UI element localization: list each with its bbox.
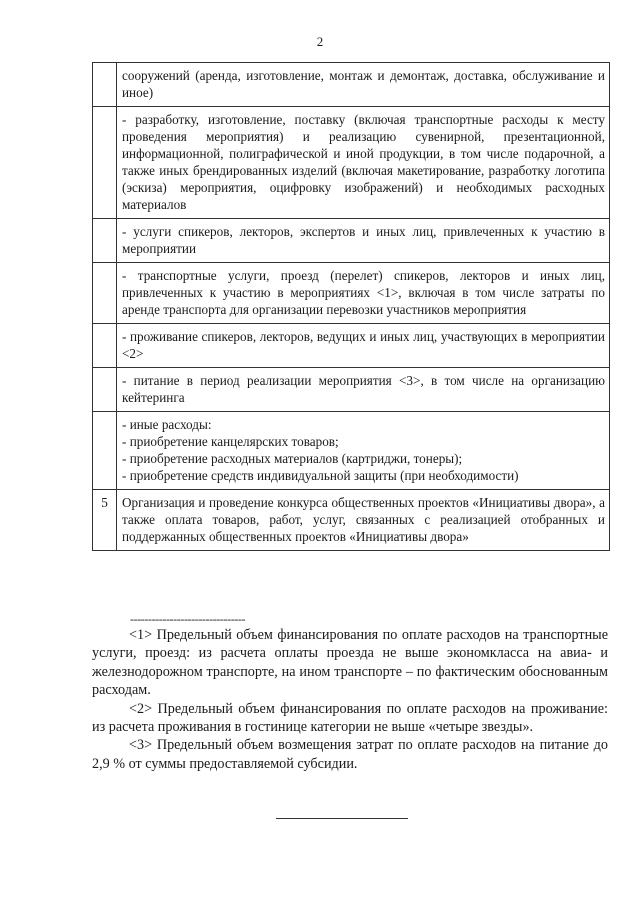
row-number — [93, 263, 117, 324]
table-row — [93, 63, 610, 107]
row-text: - услуги спикеров, лекторов, экспертов и иных лиц, привлеченных к участию в мероприятии — [117, 219, 610, 263]
page-number: 2 — [316, 34, 324, 49]
table-row — [93, 219, 610, 263]
row-text: - питание в период реализации мероприятия <3>, в том числе на организацию кейтеринга — [117, 368, 610, 412]
row-number: 5 — [93, 490, 117, 551]
end-divider — [276, 818, 408, 819]
row-number — [93, 63, 117, 107]
footnote-3: <3> Предельный объем возмещения затрат по оплате расходов на питание до 2,9 % от суммы предоставляемой субсидии. — [92, 737, 608, 772]
footnote-separator: -------------------------------- — [130, 612, 246, 626]
table-row — [93, 490, 610, 551]
list-line: - приобретение канцелярских товаров; — [122, 434, 339, 449]
table-row — [93, 412, 610, 490]
table-row — [93, 263, 610, 324]
row-text: Организация и проведение конкурса общественных проектов «Инициативы двора», а также оплата товаров, работ, услуг, связанных с реализацией отобранных и поддержанных общественных проектов «Инициативы двора» — [117, 490, 610, 551]
row-number — [93, 368, 117, 412]
table-row — [93, 324, 610, 368]
row-text: сооружений (аренда, изготовление, монтаж и демонтаж, доставка, обслуживание и иное) — [117, 63, 610, 107]
table-row — [93, 368, 610, 412]
list-line: - приобретение расходных материалов (картриджи, тонеры); — [122, 451, 463, 466]
row-number — [93, 324, 117, 368]
footnotes — [92, 626, 608, 773]
row-text: - транспортные услуги, проезд (перелет) спикеров, лекторов и иных лиц, привлеченных к участию в мероприятиях <1>, включая в том числе затраты по аренде транспорта для организации перевозки участников мероприятия — [117, 263, 610, 324]
list-line: - иные расходы: — [122, 417, 212, 432]
row-number — [93, 219, 117, 263]
row-text: - разработку, изготовление, поставку (включая транспортные расходы к месту проведения мероприятия) и реализацию сувенирной, презентационной, информационной, полиграфической и иной продукции, в том числе подарочной, а также иных брендированных изделий (включая макетирование, разработку логотипа (эскиза) мероприятия, оцифровку изображений) и необходимых расходных материалов — [117, 107, 610, 219]
row-text-list — [117, 412, 610, 490]
expenses-table — [92, 62, 610, 551]
list-line: - приобретение средств индивидуальной защиты (при необходимости) — [122, 468, 519, 483]
footnote-2: <2> Предельный объем финансирования по оплате расходов на проживание: из расчета проживания в гостинице категории не выше «четыре звезды». — [92, 700, 608, 736]
footnote-1: <1> Предельный объем финансирования по оплате расходов на транспортные услуги, проезд: из расчета оплаты проезда не выше экономкласса на авиа- и железнодорожном транспорте, на ином транспорте – по фактическим обоснованным расходам. — [92, 627, 608, 699]
row-text: - проживание спикеров, лекторов, ведущих и иных лиц, участвующих в мероприятии <2> — [117, 324, 610, 368]
row-number — [93, 107, 117, 219]
table-row — [93, 107, 610, 219]
row-number — [93, 412, 117, 490]
